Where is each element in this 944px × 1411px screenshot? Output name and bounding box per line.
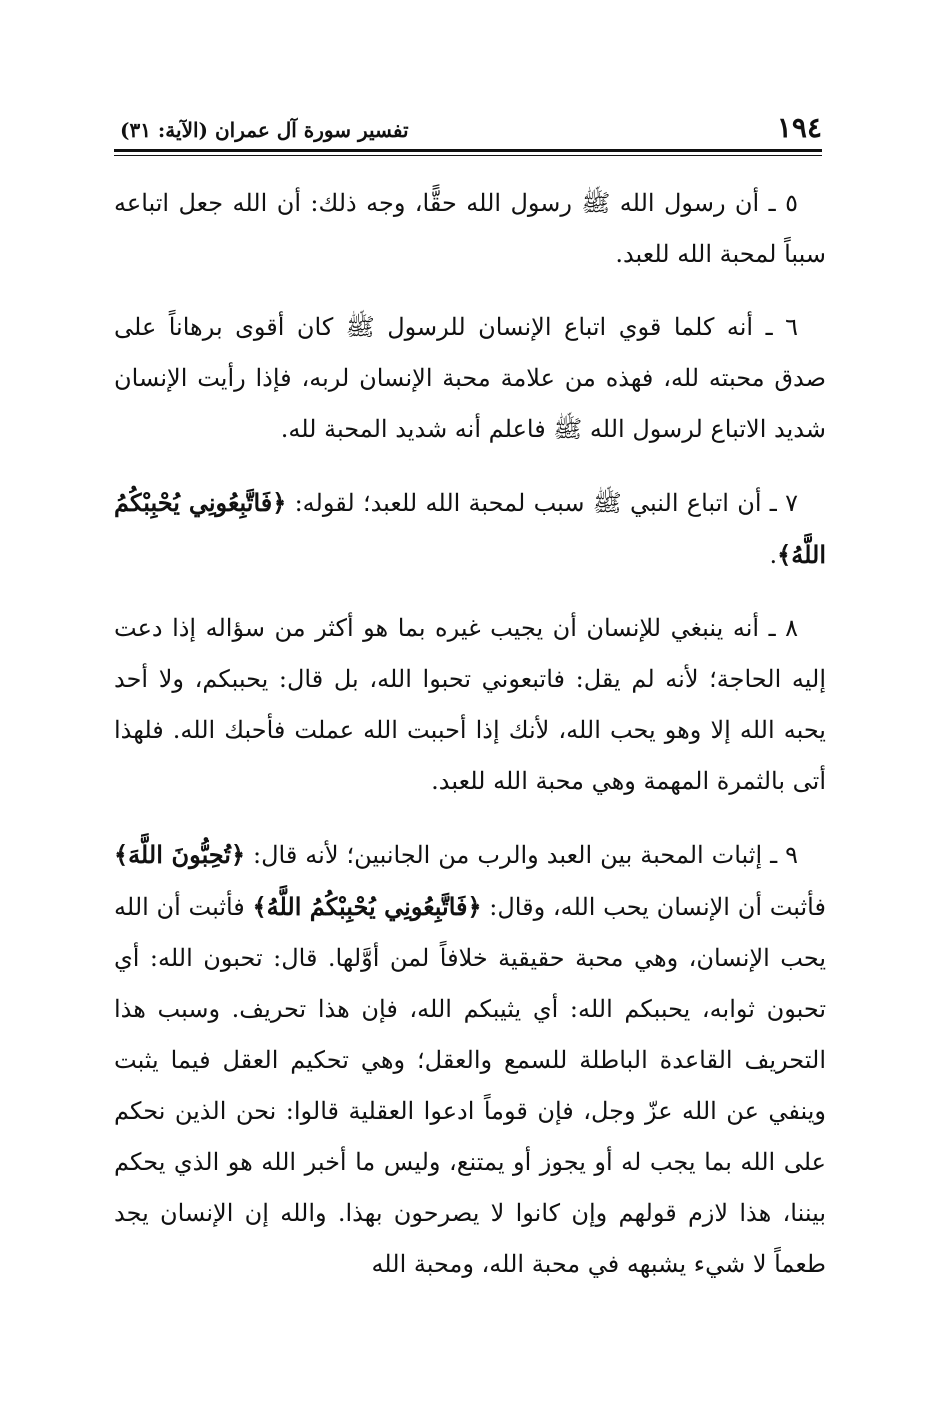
paragraph-number: ٥ ـ (768, 189, 798, 217)
running-header (120, 108, 822, 150)
paragraph-text-end: . (769, 541, 778, 569)
paragraph-5 (114, 178, 826, 280)
page-number: ١٩٤ (776, 111, 822, 144)
paragraph-number: ٦ ـ (765, 313, 798, 341)
header-rule-thin (114, 155, 822, 156)
paragraph-text: أن اتباع النبي ﷺ سبب لمحبة الله للعبد؛ لقوله: (294, 489, 762, 517)
quran-verse: ﴿فَاتَّبِعُونِي يُحْبِبْكُمُ اللَّهُ﴾ (114, 488, 826, 569)
paragraph-number: ٩ ـ (770, 841, 798, 869)
page-body (114, 178, 826, 1312)
paragraph-6 (114, 302, 826, 455)
paragraph-text: أنه ينبغي للإنسان أن يجيب غيره بما هو أكثر من سؤاله إذا دعت إليه الحاجة؛ لأنه لم يقل: فاتبعوني تحبوا الله، بل قال: يحببكم، ولا أحد يحبه الله إلا وهو يحب الله، لأنك إذا أحببت الله عملت فأحبك الله. فلهذا أتى بالثمرة المهمة وهي محبة الله للعبد. (114, 614, 826, 795)
paragraph-text: أن رسول الله ﷺ رسول الله حقًّا، وجه ذلك: أن الله جعل اتباعه سبباً لمحبة الله للعبد. (114, 189, 826, 268)
paragraph-number: ٧ ـ (769, 489, 798, 517)
header-rule-thick (114, 149, 822, 152)
paragraph-text: أنه كلما قوي اتباع الإنسان للرسول ﷺ كان أقوى برهاناً على صدق محبته لله، فهذه من علامة محبة الإنسان لربه، فإذا رأيت الإنسان شديد الاتباع لرسول الله ﷺ فاعلم أنه شديد المحبة لله. (114, 313, 826, 443)
header-title: تفسير سورة آل عمران (الآية: ٣١) (120, 118, 409, 142)
paragraph-7 (114, 477, 826, 581)
paragraph-text: فأثبت أن الإنسان يحب الله، وقال: (489, 893, 826, 921)
paragraph-text: إثبات المحبة بين العبد والرب من الجانبين؛ لأنه قال: (253, 841, 763, 869)
quran-verse: ﴿فَاتَّبِعُونِي يُحْبِبْكُمُ اللَّهُ﴾ (252, 892, 482, 921)
paragraph-text: فأثبت أن الله يحب الإنسان، وهي محبة حقيقية خلافاً لمن أوَّلها. قال: تحبون الله: أي تحبون ثوابه، يحببكم الله: أي يثيبكم الله، فإن هذا تحريف. وسبب هذا التحريف القاعدة الباطلة للسمع والعقل؛ وهي تحكيم العقل فيما يثبت وينفي عن الله عزّ وجل، فإن قوماً ادعوا العقلية قالوا: نحن الذين نحكم على الله بما يجب له أو يجوز أو يمتنع، وليس ما أخبر الله هو الذي يحكم بيننا، هذا لازم قولهم وإن كانوا لا يصرحون بهذا. والله إن الإنسان يجد طعماً لا شيء يشبهه في محبة الله، ومحبة الله (114, 893, 826, 1278)
paragraph-8 (114, 603, 826, 807)
paragraph-9 (114, 829, 826, 1290)
paragraph-number: ٨ ـ (768, 614, 798, 642)
quran-verse: ﴿تُحِبُّونَ اللَّهَ﴾ (114, 840, 246, 869)
